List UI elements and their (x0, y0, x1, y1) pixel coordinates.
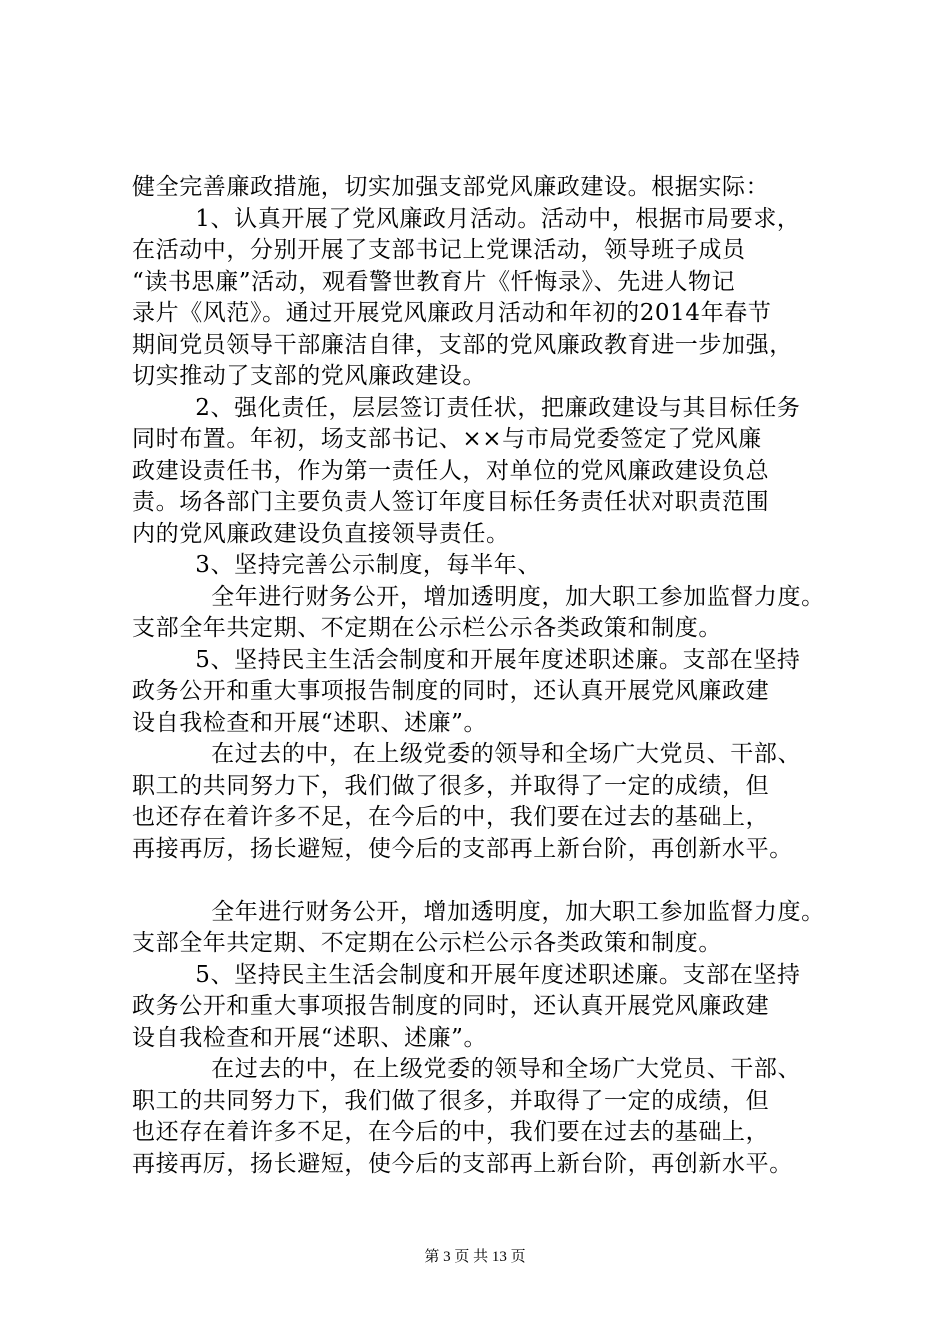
text-line: 3、坚持完善公示制度，每半年、 (132, 552, 541, 578)
text-line: 录片《风范》。通过开展党风廉政月活动和年初的2014年春节 (132, 300, 772, 326)
text-line: 也还存在着许多不足，在今后的中，我们要在过去的基础上， (132, 804, 770, 830)
text-line: 支部全年共定期、不定期在公示栏公示各类政策和制度。 (132, 930, 722, 956)
text-line: 责。场各部门主要负责人签订年度目标任务责任状对职责范围 (132, 489, 770, 515)
text-line: 期间党员领导干部廉洁自律，支部的党风廉政教育进一步加强， (132, 331, 793, 358)
text-line: 政务公开和重大事项报告制度的同时，还认真开展党风廉政建 (132, 678, 770, 704)
text-line: 支部全年共定期、不定期在公示栏公示各类政策和制度。 (132, 615, 722, 641)
page-number-footer: 第 3 页 共 13 页 (424, 1249, 526, 1265)
text-line: 也还存在着许多不足，在今后的中，我们要在过去的基础上， (132, 1119, 770, 1145)
text-line: 政建设责任书，作为第一责任人，对单位的党风廉政建设负总 (132, 457, 770, 484)
text-line: 5、坚持民主生活会制度和开展年度述职述廉。支部在坚持 (132, 646, 801, 673)
text-line: 在过去的中，在上级党委的领导和全场广大党员、干部、 (132, 1056, 802, 1082)
text-line: 设自我检查和开展“述职、述廉”。 (132, 709, 488, 736)
text-line: 政务公开和重大事项报告制度的同时，还认真开展党风廉政建 (132, 993, 770, 1019)
text-line: 在过去的中，在上级党委的领导和全场广大党员、干部、 (132, 741, 802, 767)
text-line: 5、坚持民主生活会制度和开展年度述职述廉。支部在坚持 (132, 961, 801, 988)
text-line: 健全完善廉政措施，切实加强支部党风廉政建设。根据实际： (132, 174, 770, 200)
text-line: 再接再厉，扬长避短，使今后的支部再上新台阶，再创新水平。 (132, 835, 793, 862)
text-line: 职工的共同努力下，我们做了很多，并取得了一定的成绩，但 (132, 772, 770, 799)
text-line: 设自我检查和开展“述职、述廉”。 (132, 1024, 488, 1051)
text-line: 全年进行财务公开，增加透明度，加大职工参加监督力度。 (132, 583, 825, 610)
text-line: “读书思廉”活动，观看警世教育片《忏悔录》、先进人物记 (132, 268, 736, 295)
paragraph-gap (132, 865, 852, 897)
text-line: 2、强化责任，层层签订责任状，把廉政建设与其目标任务 (132, 394, 801, 421)
document-body (132, 172, 852, 1180)
text-line: 全年进行财务公开，增加透明度，加大职工参加监督力度。 (132, 898, 825, 925)
text-line: 再接再厉，扬长避短，使今后的支部再上新台阶，再创新水平。 (132, 1150, 793, 1177)
text-line: 1、认真开展了党风廉政月活动。活动中，根据市局要求， (132, 205, 801, 232)
text-line: 在活动中，分别开展了支部书记上党课活动，领导班子成员 (132, 237, 746, 263)
text-line: 内的党风廉政建设负直接领导责任。 (132, 520, 510, 547)
text-line: 同时布置。年初，场支部书记、××与市局党委签定了党风廉 (132, 426, 762, 452)
text-line: 切实推动了支部的党风廉政建设。 (132, 363, 486, 389)
text-line: 职工的共同努力下，我们做了很多，并取得了一定的成绩，但 (132, 1087, 770, 1114)
